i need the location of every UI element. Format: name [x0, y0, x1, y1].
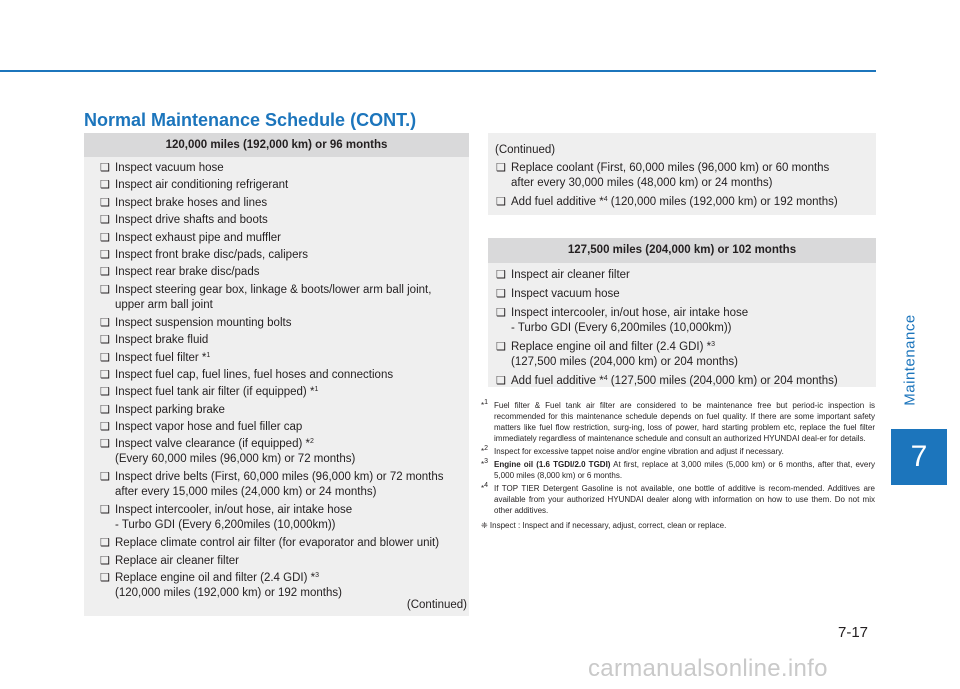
page-title: Normal Maintenance Schedule (CONT.)	[84, 110, 417, 130]
checklist-item	[100, 351, 461, 366]
checkbox-icon: ❑	[100, 179, 110, 192]
checklist-item	[100, 316, 461, 331]
checkbox-icon: ❑	[100, 471, 110, 484]
footnote-ref: 1	[206, 351, 211, 359]
footnote-star: *	[481, 401, 485, 410]
checklist-item	[100, 196, 461, 211]
checkbox-icon: ❑	[100, 403, 110, 416]
inspect-note: ❈ Inspect : Inspect and if necessary, adjust, correct, clean or replace.	[481, 521, 727, 530]
item-subtext: (127,500 miles (204,000 km) or 204 months)	[511, 356, 738, 368]
footnote-marker	[481, 459, 488, 470]
item-text: Inspect drive belts (First, 60,000 miles (96,000 km) or 72 months	[115, 471, 444, 484]
footnote-ref: 4	[603, 375, 608, 382]
footnote-marker	[481, 446, 488, 457]
checklist-item	[100, 368, 461, 383]
footnote	[481, 400, 875, 444]
checklist-item	[100, 283, 461, 313]
item-text: Inspect vacuum hose	[511, 288, 620, 300]
checkbox-icon: ❑	[100, 351, 110, 364]
item-text: Inspect exhaust pipe and muffler	[115, 231, 282, 244]
footnote-marker	[481, 400, 488, 411]
footnote-ref: 3	[315, 572, 319, 580]
item-text: Inspect fuel cap, fuel lines, fuel hoses and connections	[115, 368, 394, 381]
item-text-tail: (120,000 miles (192,000 km) or 192 months)	[607, 196, 838, 208]
item-text: Inspect brake fluid	[115, 334, 209, 347]
checklist-item	[496, 195, 870, 210]
checklist-item	[496, 340, 870, 370]
chapter-number-box: 7	[891, 429, 947, 485]
checkbox-icon: ❑	[496, 196, 506, 208]
checkbox-icon: ❑	[100, 368, 110, 381]
checkbox-icon: ❑	[100, 266, 110, 279]
checklist-item	[496, 161, 870, 191]
checklist-item	[496, 374, 870, 389]
footnote-text: If TOP TIER Detergent Gasoline is not available, one bottle of additive is recom-mended. Additives are available from your authorized HYUNDAI dealer along with information on how to use them. Do not mix other additives.	[494, 484, 875, 515]
continued-panel	[488, 133, 876, 215]
item-subtext: after every 15,000 miles (24,000 km) or 24 months)	[115, 486, 377, 499]
item-text: Replace climate control air filter (for evaporator and blower unit)	[115, 537, 440, 550]
item-text: Inspect air conditioning refrigerant	[115, 179, 289, 192]
checkbox-icon: ❑	[100, 196, 110, 209]
checkbox-icon: ❑	[100, 504, 110, 517]
item-subtext: after every 30,000 miles (48,000 km) or 24 months)	[511, 177, 773, 189]
checkbox-icon: ❑	[496, 375, 506, 387]
checkbox-icon: ❑	[100, 248, 110, 261]
checklist-item	[100, 554, 461, 569]
checkbox-icon: ❑	[100, 537, 110, 550]
item-text: Inspect rear brake disc/pads	[115, 266, 260, 279]
item-text: Inspect vapor hose and fuel filler cap	[115, 421, 303, 434]
footnote-ref: 3	[711, 341, 715, 348]
checkbox-icon: ❑	[100, 572, 110, 585]
item-text: Inspect fuel filter *	[115, 351, 207, 364]
item-text: Replace engine oil and filter (2.4 GDI) *	[115, 572, 316, 585]
schedule-panel-127500	[488, 238, 876, 387]
checklist-item	[100, 213, 461, 228]
footnote-bold: Engine oil (1.6 TGDI/2.0 TGDI)	[494, 460, 611, 469]
checkbox-icon: ❑	[100, 316, 110, 329]
checklist-item	[100, 403, 461, 418]
item-text: Replace engine oil and filter (2.4 GDI) *	[511, 341, 712, 353]
footnote-text: Inspect for excessive tappet noise and/or engine vibration and adjust if necessary.	[494, 447, 784, 456]
checklist-item	[100, 161, 461, 176]
header-rule	[0, 70, 876, 72]
checkbox-icon: ❑	[100, 421, 110, 434]
item-text: Inspect front brake disc/pads, calipers	[115, 248, 309, 261]
footnote-number: 3	[484, 458, 489, 465]
checklist	[488, 263, 876, 389]
checklist-item	[496, 287, 870, 302]
footnote-number: 2	[484, 445, 489, 452]
item-text: Add fuel additive *	[511, 196, 604, 208]
footnote-ref: 2	[309, 438, 314, 446]
section-tab	[880, 300, 940, 420]
continued-label: (Continued)	[406, 599, 467, 611]
footnote-number: 4	[484, 482, 489, 489]
checklist-item	[100, 470, 461, 500]
checklist	[488, 156, 876, 210]
checkbox-icon: ❑	[100, 554, 110, 567]
checklist-item	[100, 333, 461, 348]
item-text: Inspect intercooler, in/out hose, air intake hose	[511, 307, 749, 319]
item-text: Inspect parking brake	[115, 403, 225, 416]
checklist-item	[100, 178, 461, 193]
checklist-item	[100, 265, 461, 280]
continued-label: (Continued)	[495, 144, 556, 156]
checkbox-icon: ❑	[100, 162, 110, 174]
checkbox-icon: ❑	[100, 231, 110, 244]
item-text: Inspect intercooler, in/out hose, air intake hose	[115, 504, 353, 517]
item-text: Replace air cleaner filter	[115, 554, 240, 567]
footnote	[481, 459, 875, 481]
checkbox-icon: ❑	[496, 307, 506, 319]
checklist-item	[100, 536, 461, 551]
checklist-item	[100, 503, 461, 533]
checkbox-icon: ❑	[100, 214, 110, 227]
footnote-star: *	[481, 460, 485, 469]
checkbox-icon: ❑	[100, 283, 110, 296]
footnote	[481, 446, 875, 457]
footnote-marker	[481, 483, 488, 494]
checklist-item	[496, 306, 870, 336]
checkbox-icon: ❑	[496, 288, 506, 300]
item-text: Inspect vacuum hose	[115, 162, 224, 174]
item-text: Inspect fuel tank air filter (if equipped) *	[115, 386, 315, 399]
checklist-item	[100, 248, 461, 263]
checklist-item	[496, 268, 870, 283]
checklist-item	[100, 231, 461, 246]
item-text: Inspect suspension mounting bolts	[115, 316, 292, 329]
footnotes	[481, 400, 875, 531]
item-subtext: (120,000 miles (192,000 km) or 192 months)	[115, 587, 342, 600]
item-subtext: - Turbo GDI (Every 6,200miles (10,000km))	[115, 519, 336, 532]
checklist-item	[100, 420, 461, 435]
footnote	[481, 483, 875, 516]
footnote-ref: 1	[314, 386, 319, 394]
checkbox-icon: ❑	[496, 162, 506, 174]
panel-heading: 127,500 miles (204,000 km) or 102 months	[488, 238, 876, 263]
item-text: Inspect valve clearance (if equipped) *	[115, 438, 310, 451]
page-number: 7-17	[838, 624, 869, 641]
checklist	[84, 157, 469, 601]
footnote-number: 1	[484, 399, 489, 406]
checkbox-icon: ❑	[496, 269, 506, 281]
footnote-text: Fuel filter & Fuel tank air filter are considered to be maintenance free but period-ic inspection is recommended for this maintenance schedule depends on fuel quality. If there are some important safety matters like fuel flow restriction, surg-ing, loss of power, hard starting problem etc, replace the fuel filter immediately regardless of maintenance schedule and consult an authorized HYUNDAI deal-er for details.	[494, 401, 875, 443]
item-subtext: (Every 60,000 miles (96,000 km) or 72 months)	[115, 453, 356, 466]
item-text: Replace coolant (First, 60,000 miles (96,000 km) or 60 months	[511, 162, 830, 174]
checkbox-icon: ❑	[496, 341, 506, 353]
item-text-tail: (127,500 miles (204,000 km) or 204 months)	[607, 375, 838, 387]
item-text: Add fuel additive *	[511, 375, 604, 387]
footnote-ref: 4	[603, 196, 608, 203]
checklist-item	[100, 571, 461, 601]
checkbox-icon: ❑	[100, 438, 110, 451]
item-text: Inspect drive shafts and boots	[115, 214, 268, 227]
checkbox-icon: ❑	[100, 386, 110, 399]
item-subtext: - Turbo GDI (Every 6,200miles (10,000km))	[511, 322, 732, 334]
item-text: Inspect brake hoses and lines	[115, 196, 268, 209]
item-text: Inspect air cleaner filter	[511, 269, 630, 281]
section-label: Maintenance	[901, 314, 919, 406]
checkbox-icon: ❑	[100, 334, 110, 347]
footnote-star: *	[481, 447, 485, 456]
checklist-item	[100, 385, 461, 400]
item-subtext: upper arm ball joint	[115, 298, 213, 311]
watermark: carmanualsonline.info	[588, 655, 828, 682]
footnote-text: At first, replace at 3,000 miles (5,000 km) or 6 months, after that, every 5,000 miles (8,000 km) or 6 months.	[494, 460, 876, 480]
panel-heading: 120,000 miles (192,000 km) or 96 months	[84, 133, 469, 157]
item-text: Inspect steering gear box, linkage & boots/lower arm ball joint,	[115, 283, 432, 296]
checklist-item	[100, 437, 461, 467]
footnote-star: *	[481, 484, 485, 493]
schedule-panel-120000	[84, 133, 469, 616]
